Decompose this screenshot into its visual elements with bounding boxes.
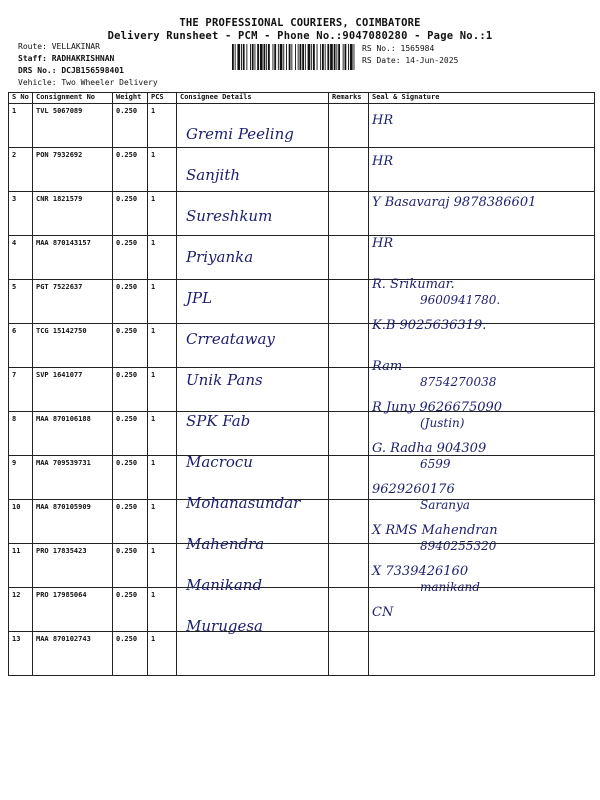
table-row bbox=[9, 280, 595, 324]
seal-signature: HR bbox=[372, 113, 394, 128]
col-sno: S No bbox=[9, 93, 33, 104]
barcode-bar bbox=[255, 44, 256, 70]
barcode-bar bbox=[348, 44, 349, 70]
pcs-cell: 1 bbox=[148, 148, 177, 192]
barcode-bar bbox=[317, 44, 318, 70]
pcs-cell: 1 bbox=[148, 412, 177, 456]
consignment-cell: PGT 7522637 bbox=[33, 280, 113, 324]
barcode-bar bbox=[273, 44, 274, 70]
consignee-handwriting: Crreataway bbox=[186, 330, 275, 348]
barcode-bar bbox=[338, 44, 340, 70]
seal-cell bbox=[369, 236, 595, 280]
seal-signature: 9629260176 bbox=[372, 482, 455, 497]
consignment-cell: MAA 870102743 bbox=[33, 632, 113, 676]
weight-cell: 0.250 bbox=[113, 544, 148, 588]
consignee-handwriting: Manikand bbox=[186, 576, 263, 594]
barcode-bar bbox=[289, 44, 291, 70]
barcode-bar bbox=[266, 44, 267, 70]
remarks-cell bbox=[329, 192, 369, 236]
pcs-cell: 1 bbox=[148, 544, 177, 588]
remarks-cell bbox=[329, 588, 369, 632]
sno-cell: 12 bbox=[9, 588, 33, 632]
consignee-cell bbox=[177, 588, 329, 632]
col-seal: Seal & Signature bbox=[369, 93, 595, 104]
barcode-bar bbox=[343, 44, 344, 70]
sno-cell: 4 bbox=[9, 236, 33, 280]
remarks-cell bbox=[329, 280, 369, 324]
remarks-cell bbox=[329, 412, 369, 456]
barcode-bar bbox=[327, 44, 329, 70]
consignment-cell: MAA 870143157 bbox=[33, 236, 113, 280]
barcode-bar bbox=[311, 44, 312, 70]
barcode-bar bbox=[291, 44, 292, 70]
barcode-bar bbox=[237, 44, 240, 70]
remarks-cell bbox=[329, 544, 369, 588]
weight-cell: 0.250 bbox=[113, 368, 148, 412]
consignee-handwriting: Murugesa bbox=[186, 617, 263, 635]
seal-cell bbox=[369, 588, 595, 632]
remarks-cell bbox=[329, 148, 369, 192]
barcode-bar bbox=[330, 44, 333, 70]
table-header-row bbox=[9, 93, 595, 104]
staff-value: RADHAKRISHNAN bbox=[51, 54, 115, 63]
barcode-bar bbox=[302, 44, 304, 70]
seal-signature: R Juny 9626675090 bbox=[372, 400, 503, 415]
seal-cell bbox=[369, 280, 595, 324]
table-row bbox=[9, 544, 595, 588]
sno-cell: 13 bbox=[9, 632, 33, 676]
vehicle-line: Vehicle: Two Wheeler Delivery bbox=[18, 78, 158, 87]
consignment-cell: PRO 17835423 bbox=[33, 544, 113, 588]
signature-extra: Saranya bbox=[420, 498, 470, 512]
consignee-handwriting: Mahendra bbox=[186, 535, 265, 553]
consignee-handwriting: Gremi Peeling bbox=[186, 125, 294, 143]
runsheet-subtitle: Delivery Runsheet - PCM - Phone No.:9047080280 - Page No.:1 bbox=[107, 30, 493, 42]
col-consignment: Consignment No bbox=[33, 93, 113, 104]
pcs-cell: 1 bbox=[148, 236, 177, 280]
sno-cell: 11 bbox=[9, 544, 33, 588]
weight-cell: 0.250 bbox=[113, 104, 148, 148]
weight-cell: 0.250 bbox=[113, 588, 148, 632]
barcode-bar bbox=[268, 44, 270, 70]
col-consignee: Consignee Details bbox=[177, 93, 329, 104]
weight-cell: 0.250 bbox=[113, 632, 148, 676]
staff-line: Staff: RADHAKRISHNAN bbox=[18, 54, 115, 63]
barcode-bar bbox=[305, 44, 306, 70]
table-row bbox=[9, 192, 595, 236]
col-remarks: Remarks bbox=[329, 93, 369, 104]
weight-cell: 0.250 bbox=[113, 280, 148, 324]
seal-cell bbox=[369, 544, 595, 588]
barcode-bar bbox=[260, 44, 263, 70]
weight-cell: 0.250 bbox=[113, 324, 148, 368]
remarks-cell bbox=[329, 500, 369, 544]
pcs-cell: 1 bbox=[148, 456, 177, 500]
barcode-bar bbox=[350, 44, 353, 70]
barcode-bar bbox=[280, 44, 283, 70]
consignment-cell: CNR 1821579 bbox=[33, 192, 113, 236]
seal-signature: Y Basavaraj 9878386601 bbox=[372, 195, 537, 210]
remarks-cell bbox=[329, 104, 369, 148]
barcode-bar bbox=[264, 44, 266, 70]
signature-extra: 8940255320 bbox=[420, 539, 497, 553]
consignee-handwriting: Unik Pans bbox=[186, 371, 263, 389]
consignee-handwriting: Sureshkum bbox=[186, 207, 273, 225]
seal-signature: Ram bbox=[372, 359, 403, 374]
col-pcs: PCS bbox=[148, 93, 177, 104]
barcode-bar bbox=[334, 44, 336, 70]
seal-signature: HR bbox=[372, 154, 394, 169]
consignee-handwriting: Priyanka bbox=[186, 248, 254, 266]
consignment-cell: PON 7932692 bbox=[33, 148, 113, 192]
barcode-bar bbox=[241, 44, 242, 70]
weight-cell: 0.250 bbox=[113, 412, 148, 456]
pcs-cell: 1 bbox=[148, 192, 177, 236]
barcode-bar bbox=[320, 44, 321, 70]
consignee-handwriting: JPL bbox=[186, 289, 213, 307]
seal-signature: CN bbox=[372, 605, 394, 620]
remarks-cell bbox=[329, 456, 369, 500]
barcode-bar bbox=[246, 44, 247, 70]
barcode-bar bbox=[274, 44, 276, 70]
weight-cell: 0.250 bbox=[113, 456, 148, 500]
barcode-bar bbox=[250, 44, 251, 70]
consignee-cell bbox=[177, 236, 329, 280]
seal-signature: K.B 9025636319. bbox=[372, 318, 487, 333]
seal-signature: R. Srikumar. bbox=[372, 277, 455, 292]
drs-line: DRS No.: DCJB156598401 bbox=[18, 66, 124, 75]
weight-cell: 0.250 bbox=[113, 192, 148, 236]
seal-cell bbox=[369, 456, 595, 500]
seal-cell bbox=[369, 412, 595, 456]
barcode-bar bbox=[252, 44, 254, 70]
barcode-bar bbox=[336, 44, 337, 70]
sno-cell: 8 bbox=[9, 412, 33, 456]
pcs-cell: 1 bbox=[148, 588, 177, 632]
seal-signature: HR bbox=[372, 236, 394, 251]
barcode-bar bbox=[235, 44, 236, 70]
consignee-cell bbox=[177, 412, 329, 456]
rs-date-value: 14-Jun-2025 bbox=[405, 56, 459, 65]
consignee-handwriting: SPK Fab bbox=[186, 412, 251, 430]
seal-cell bbox=[369, 104, 595, 148]
consignment-cell: TCG 15142750 bbox=[33, 324, 113, 368]
remarks-cell bbox=[329, 236, 369, 280]
barcode-bar bbox=[243, 44, 245, 70]
rs-no-value: 1565984 bbox=[400, 44, 435, 53]
consignee-handwriting: Macrocu bbox=[186, 453, 253, 471]
table-row bbox=[9, 368, 595, 412]
table-row bbox=[9, 588, 595, 632]
barcode-bar bbox=[298, 44, 299, 70]
remarks-cell bbox=[329, 368, 369, 412]
consignee-cell bbox=[177, 500, 329, 544]
barcode-bar bbox=[295, 44, 296, 70]
consignee-cell bbox=[177, 280, 329, 324]
consignment-cell: SVP 1641077 bbox=[33, 368, 113, 412]
consignment-cell: MAA 709539731 bbox=[33, 456, 113, 500]
consignee-handwriting: Sanjith bbox=[186, 166, 241, 184]
barcode-bar bbox=[322, 44, 324, 70]
barcode-bar bbox=[300, 44, 302, 70]
consignee-cell bbox=[177, 148, 329, 192]
pcs-cell: 1 bbox=[148, 104, 177, 148]
seal-cell bbox=[369, 192, 595, 236]
route-value: VELLAKINAR bbox=[51, 42, 100, 51]
consignee-handwriting: Mohanasundar bbox=[186, 494, 301, 512]
pcs-cell: 1 bbox=[148, 632, 177, 676]
remarks-cell bbox=[329, 632, 369, 676]
weight-cell: 0.250 bbox=[113, 500, 148, 544]
pcs-cell: 1 bbox=[148, 324, 177, 368]
table-row bbox=[9, 324, 595, 368]
barcode-bar bbox=[308, 44, 311, 70]
seal-cell bbox=[369, 368, 595, 412]
vehicle-value: Two Wheeler Delivery bbox=[61, 78, 158, 87]
sno-cell: 6 bbox=[9, 324, 33, 368]
pcs-cell: 1 bbox=[148, 368, 177, 412]
table-row bbox=[9, 456, 595, 500]
seal-cell bbox=[369, 500, 595, 544]
sno-cell: 5 bbox=[9, 280, 33, 324]
signature-extra: 9600941780. bbox=[420, 293, 501, 307]
weight-cell: 0.250 bbox=[113, 148, 148, 192]
consignee-cell bbox=[177, 544, 329, 588]
sno-cell: 10 bbox=[9, 500, 33, 544]
barcode-bar bbox=[354, 44, 355, 70]
consignee-cell bbox=[177, 192, 329, 236]
consignee-cell bbox=[177, 456, 329, 500]
table-row bbox=[9, 236, 595, 280]
seal-signature: G. Radha 904309 bbox=[372, 441, 487, 456]
signature-extra: 6599 bbox=[420, 457, 451, 471]
consignment-cell: MAA 870105909 bbox=[33, 500, 113, 544]
pcs-cell: 1 bbox=[148, 500, 177, 544]
consignee-cell bbox=[177, 368, 329, 412]
signature-extra: manikand bbox=[420, 580, 480, 594]
barcode-bar bbox=[325, 44, 326, 70]
consignment-cell: PRO 17985064 bbox=[33, 588, 113, 632]
consignment-cell: TVL 5067089 bbox=[33, 104, 113, 148]
sno-cell: 7 bbox=[9, 368, 33, 412]
seal-cell bbox=[369, 148, 595, 192]
barcode-bar bbox=[313, 44, 315, 70]
consignee-cell bbox=[177, 104, 329, 148]
barcode-bar bbox=[286, 44, 287, 70]
table-row bbox=[9, 632, 595, 676]
sno-cell: 9 bbox=[9, 456, 33, 500]
barcode-bar bbox=[278, 44, 279, 70]
pcs-cell: 1 bbox=[148, 280, 177, 324]
sno-cell: 3 bbox=[9, 192, 33, 236]
signature-extra: 8754270038 bbox=[420, 375, 497, 389]
consignment-cell: MAA 870106188 bbox=[33, 412, 113, 456]
company-title: THE PROFESSIONAL COURIERS, COIMBATORE bbox=[179, 17, 421, 29]
barcode-bar bbox=[257, 44, 259, 70]
consignee-cell bbox=[177, 632, 329, 676]
seal-signature: X 7339426160 bbox=[372, 564, 469, 579]
barcode-image bbox=[232, 44, 356, 70]
seal-signature: X RMS Mahendran bbox=[372, 523, 498, 538]
table-row bbox=[9, 500, 595, 544]
sno-cell: 1 bbox=[9, 104, 33, 148]
rs-no-line: RS No.: 1565984 bbox=[362, 44, 435, 53]
weight-cell: 0.250 bbox=[113, 236, 148, 280]
drs-value: DCJB156598401 bbox=[61, 66, 124, 75]
table-row bbox=[9, 148, 595, 192]
barcode-bar bbox=[232, 44, 234, 70]
rs-date-line: RS Date: 14-Jun-2025 bbox=[362, 56, 459, 65]
sno-cell: 2 bbox=[9, 148, 33, 192]
col-weight: Weight bbox=[113, 93, 148, 104]
table-row bbox=[9, 104, 595, 148]
consignee-cell bbox=[177, 324, 329, 368]
signature-extra: (Justin) bbox=[420, 416, 465, 430]
route-line: Route: VELLAKINAR bbox=[18, 42, 100, 51]
runsheet-table bbox=[8, 92, 595, 676]
seal-cell bbox=[369, 324, 595, 368]
table-row bbox=[9, 412, 595, 456]
remarks-cell bbox=[329, 324, 369, 368]
barcode-bar bbox=[345, 44, 347, 70]
barcode-bar bbox=[283, 44, 284, 70]
seal-cell bbox=[369, 632, 595, 676]
